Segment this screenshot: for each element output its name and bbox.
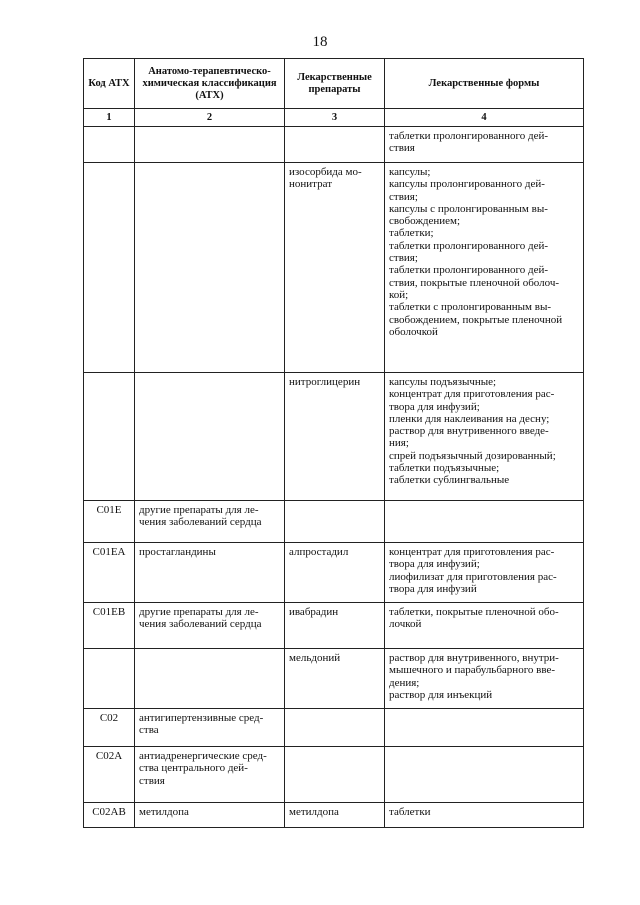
drug-name-cell: [285, 501, 385, 543]
column-number-2: 2: [135, 109, 285, 127]
drug-name-cell: [285, 709, 385, 747]
atc-classification-cell: [135, 163, 285, 373]
atc-classification-cell: [135, 649, 285, 709]
table-row: [84, 803, 584, 828]
dosage-forms-cell: концентрат для приготовления рас- твора для инфузий; лиофилизат для приготовления рас- твора для инфузий: [385, 543, 584, 603]
drug-name-cell: изосорбида мо- нонитрат: [285, 163, 385, 373]
dosage-forms-cell: капсулы подъязычные; концентрат для приготовления рас- твора для инфузий; пленки для наклеивания на десну; раствор для внутривенного введе- ния; спрей подъязычный дозированный; таблетки подъязычные; таблетки сублингвальные: [385, 373, 584, 501]
atc-classification-cell: [135, 373, 285, 501]
column-number-3: 3: [285, 109, 385, 127]
column-number-4: 4: [385, 109, 584, 127]
header-atc-code: Код АТХ: [84, 59, 135, 109]
atc-classification-cell: простагландины: [135, 543, 285, 603]
drug-name-cell: метилдопа: [285, 803, 385, 828]
page-number: 18: [312, 34, 328, 50]
table-body: [84, 127, 584, 828]
dosage-forms-cell: таблетки, покрытые пленочной обо- лочкой: [385, 603, 584, 649]
atc-classification-cell: метилдопа: [135, 803, 285, 828]
atc-code-cell: C02A: [84, 747, 135, 803]
header-dosage-forms: Лекарственные формы: [385, 59, 584, 109]
dosage-forms-cell: таблетки: [385, 803, 584, 828]
table-row: [84, 127, 584, 163]
table-row: [84, 747, 584, 803]
table-row: [84, 709, 584, 747]
dosage-forms-cell: [385, 709, 584, 747]
atc-drug-table: [83, 58, 584, 828]
column-number-1: 1: [84, 109, 135, 127]
atc-code-cell: C01E: [84, 501, 135, 543]
atc-code-cell: [84, 649, 135, 709]
drug-name-cell: ивабрадин: [285, 603, 385, 649]
drug-name-cell: мельдоний: [285, 649, 385, 709]
table-row: [84, 543, 584, 603]
header-atc-classification: Анатомо-терапевтическо-химическая классификация (АТХ): [135, 59, 285, 109]
dosage-forms-cell: капсулы; капсулы пролонгированного дей- ствия; капсулы с пролонгированным вы- свобождением; таблетки; таблетки пролонгированного дей- ствия; таблетки пролонгированного дей- ствия, покрытые пленочной оболоч- кой; таблетки с пролонгированным вы- свобождением, покрытые пленочной оболочкой: [385, 163, 584, 373]
atc-classification-cell: [135, 127, 285, 163]
table-row: [84, 373, 584, 501]
atc-classification-cell: другие препараты для ле- чения заболеваний сердца: [135, 501, 285, 543]
atc-code-cell: C02: [84, 709, 135, 747]
atc-code-cell: C01EA: [84, 543, 135, 603]
table-row: [84, 603, 584, 649]
drug-name-cell: [285, 747, 385, 803]
table-row: [84, 163, 584, 373]
atc-code-cell: C02AB: [84, 803, 135, 828]
table-row: [84, 501, 584, 543]
atc-code-cell: [84, 163, 135, 373]
atc-code-cell: [84, 373, 135, 501]
drug-name-cell: [285, 127, 385, 163]
dosage-forms-cell: раствор для внутривенного, внутри- мышечного и парабульбарного вве- дения; раствор для инъекций: [385, 649, 584, 709]
drug-name-cell: алпростадил: [285, 543, 385, 603]
atc-classification-cell: другие препараты для ле- чения заболеваний сердца: [135, 603, 285, 649]
atc-classification-cell: антигипертензивные сред- ства: [135, 709, 285, 747]
drug-name-cell: нитроглицерин: [285, 373, 385, 501]
table-row: [84, 649, 584, 709]
dosage-forms-cell: [385, 501, 584, 543]
header-drugs: Лекарственные препараты: [285, 59, 385, 109]
atc-classification-cell: антиадренергические сред- ства центрального дей- ствия: [135, 747, 285, 803]
dosage-forms-cell: [385, 747, 584, 803]
atc-code-cell: C01EB: [84, 603, 135, 649]
atc-code-cell: [84, 127, 135, 163]
dosage-forms-cell: таблетки пролонгированного дей- ствия: [385, 127, 584, 163]
